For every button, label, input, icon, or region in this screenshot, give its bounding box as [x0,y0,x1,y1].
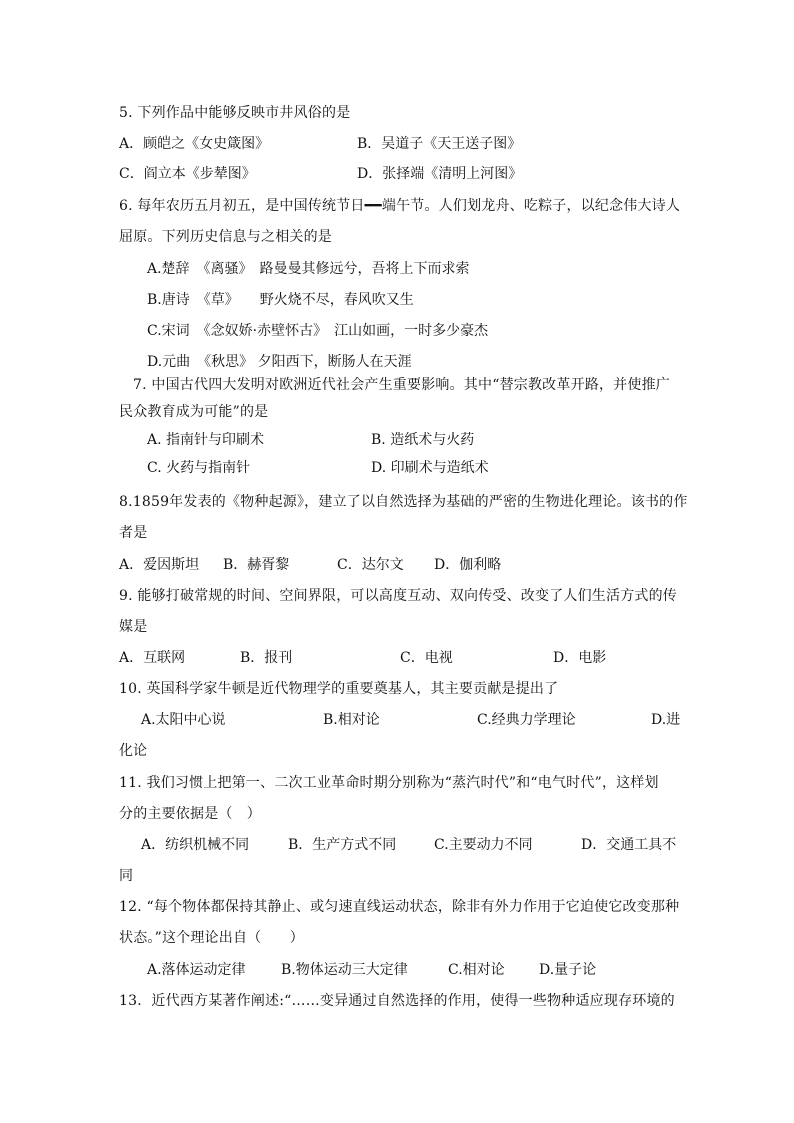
q12-stem-line2: 状态。”这个理论出自（ ） [119,930,304,946]
q5-stem: 5. 下列作品中能够反映市井风俗的是 [119,105,351,121]
q12-option-c: C.相对论 [448,962,505,978]
q11-option-d-continued: 同 [119,868,133,884]
q12-option-b: B.物体运动三大定律 [281,962,408,978]
q6-option-c: C.宋词 《念奴娇·赤壁怀古》 江山如画，一时多少豪杰 [147,323,489,339]
q10-option-d: D.进 [651,712,681,728]
q9-option-a: A．互联网 [119,650,186,666]
q5-option-c: C．阎立本《步辇图》 [119,166,256,182]
q12-option-a: A.落体运动定律 [147,962,246,978]
q6-option-d: D.元曲 《秋思》 夕阳西下，断肠人在天涯 [147,354,412,370]
q11-option-a: A．纺织机械不同 [141,837,250,853]
q6-stem-line1: 6. 每年农历五月初五，是中国传统节日━━端午节。人们划龙舟、吃粽子，以纪念伟大诗人 [119,198,681,214]
q5-option-b: B．吴道子《天王送子图》 [357,136,522,152]
q10-stem: 10. 英国科学家牛顿是近代物理学的重要奠基人，其主要贡献是提出了 [119,681,559,697]
q12-stem-line1: 12. “每个物体都保持其静止、或匀速直线运动状态，除非有外力作用于它迫使它改变那种 [119,899,680,915]
q7-option-a: A. 指南针与印刷术 [147,432,265,448]
q7-option-b: B. 造纸术与火药 [371,432,475,448]
q7-option-c: C. 火药与指南针 [147,460,251,476]
q7-option-d: D. 印刷术与造纸术 [371,460,489,476]
q9-option-c: C．电视 [400,650,453,666]
q9-option-d: D．电影 [553,650,607,666]
q12-option-d: D.量子论 [539,962,597,978]
q8-option-c: C．达尔文 [337,557,404,573]
q9-stem-line1: 9. 能够打破常规的时间、空间界限，可以高度互动、双向传受、改变了人们生活方式的传 [119,588,678,604]
q7-stem-line1: 7. 中国古代四大发明对欧洲近代社会产生重要影响。其中“替宗教改革开路，并使推广 [133,377,670,393]
q11-stem-line2: 分的主要依据是（ ） [119,806,261,822]
q9-option-b: B．报刊 [240,650,293,666]
q6-option-a: A.楚辞 《离骚》 路曼曼其修远兮，吾将上下而求索 [147,261,470,277]
q8-stem-line1: 8.1859年发表的《物种起源》，建立了以自然选择为基础的严密的生物进化理论。该书的作 [119,494,688,510]
q11-option-b: B．生产方式不同 [288,837,397,853]
q7-stem-line2: 民众教育成为可能”的是 [119,404,269,420]
q8-option-a: A．爱因斯坦 [119,557,200,573]
q5-option-a: A．顾皑之《女史箴图》 [119,136,270,152]
q8-stem-line2: 者是 [119,525,148,541]
q6-option-b: B.唐诗 《草》 野火烧不尽，春风吹又生 [147,292,414,308]
q10-option-a: A.太阳中心说 [141,712,226,728]
q8-option-b: B．赫胥黎 [223,557,290,573]
q9-stem-line2: 媒是 [119,619,148,635]
q11-stem-line1: 11. 我们习惯上把第一、二次工业革命时期分别称为“蒸汽时代”和“电气时代”，这样划 [119,775,659,791]
q8-option-d: D．伽利略 [434,557,502,573]
q10-option-c: C.经典力学理论 [477,712,576,728]
q6-stem-line2: 屈原。下列历史信息与之相关的是 [119,229,332,245]
q10-option-d-continued: 化论 [119,743,147,759]
q10-option-b: B.相对论 [323,712,380,728]
q11-option-d: D．交通工具不 [581,837,677,853]
q13-stem-line1: 13．近代西方某著作阐述:“……变异通过自然选择的作用，使得一些物种适应现存环境的 [119,993,675,1009]
q5-option-d: D．张择端《清明上河图》 [357,166,523,182]
q11-option-c: C.主要动力不同 [434,837,533,853]
